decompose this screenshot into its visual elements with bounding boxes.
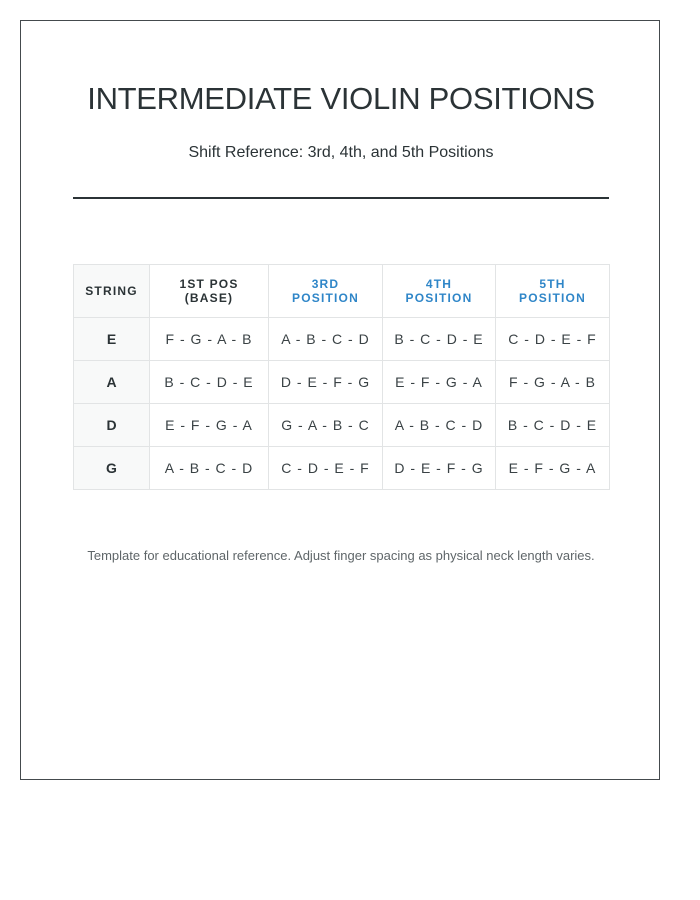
column-header-4th-position: 4TH POSITION (383, 265, 496, 318)
footer-note: Template for educational reference. Adjust finger spacing as physical neck length varies. (87, 548, 595, 563)
notes-cell: E - F - G - A (383, 361, 496, 404)
table-row (74, 318, 610, 361)
string-name-cell: G (74, 447, 150, 490)
notes-cell: D - E - F - G (383, 447, 496, 490)
column-header-3rd-position: 3RD POSITION (269, 265, 383, 318)
notes-cell: D - E - F - G (269, 361, 383, 404)
notes-cell: E - F - G - A (150, 404, 269, 447)
notes-cell: B - C - D - E (383, 318, 496, 361)
notes-cell: G - A - B - C (269, 404, 383, 447)
notes-cell: B - C - D - E (150, 361, 269, 404)
notes-cell: C - D - E - F (496, 318, 610, 361)
string-name-cell: D (74, 404, 150, 447)
column-header-1st-position: 1ST POS (BASE) (150, 265, 269, 318)
positions-table (73, 264, 610, 490)
notes-cell: A - B - C - D (269, 318, 383, 361)
table-row (74, 404, 610, 447)
notes-cell: C - D - E - F (269, 447, 383, 490)
reference-sheet (20, 20, 660, 780)
title-divider (73, 197, 609, 199)
page-subtitle: Shift Reference: 3rd, 4th, and 5th Positions (188, 144, 494, 161)
column-header-string: STRING (74, 265, 150, 318)
notes-cell: E - F - G - A (496, 447, 610, 490)
string-name-cell: A (74, 361, 150, 404)
column-header-5th-position: 5TH POSITION (496, 265, 610, 318)
notes-cell: B - C - D - E (496, 404, 610, 447)
page-title: INTERMEDIATE VIOLIN POSITIONS (87, 81, 595, 116)
string-name-cell: E (74, 318, 150, 361)
table-row (74, 361, 610, 404)
notes-cell: F - G - A - B (496, 361, 610, 404)
notes-cell: F - G - A - B (150, 318, 269, 361)
notes-cell: A - B - C - D (150, 447, 269, 490)
table-row (74, 447, 610, 490)
table-header-row (74, 265, 610, 318)
notes-cell: A - B - C - D (383, 404, 496, 447)
